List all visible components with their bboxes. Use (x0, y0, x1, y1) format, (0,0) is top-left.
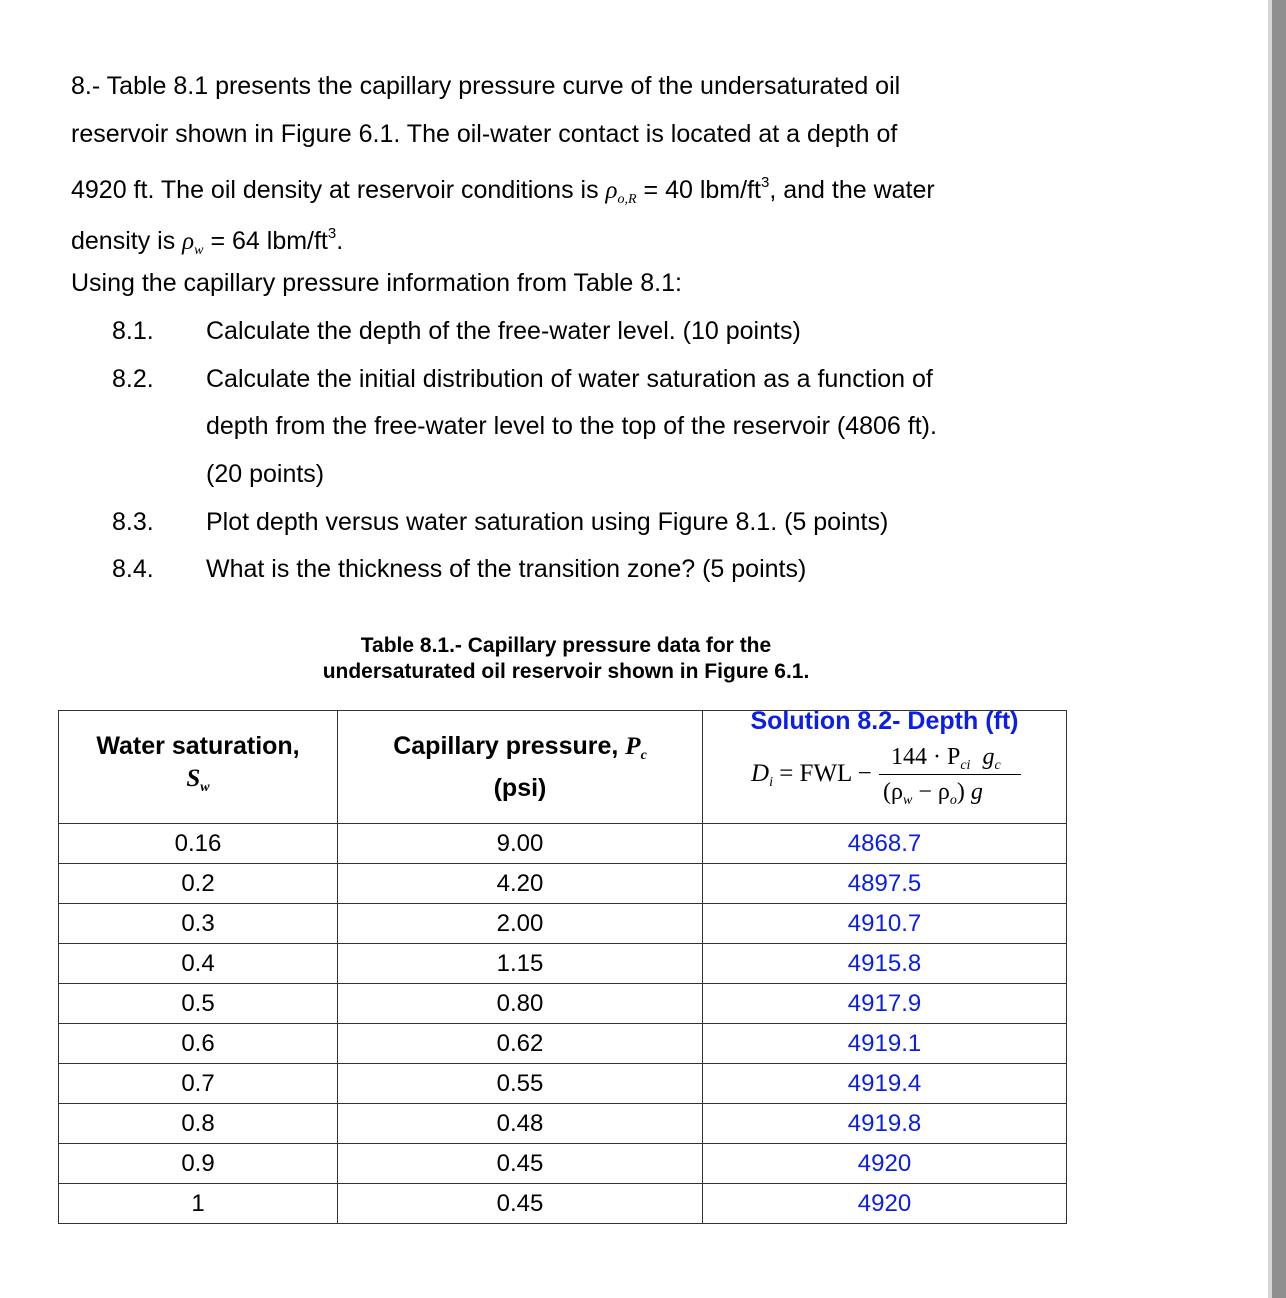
header-capillary-pressure: Capillary pressure, $P_c$ (psi) (338, 711, 703, 824)
table-row: 0.2 4.20 4897.5 (59, 864, 1067, 904)
table-header-row (59, 711, 1067, 824)
problem-line-2: reservoir shown in Figure 6.1. The oil-water contact is located at a depth of (71, 120, 898, 148)
problem-line-1: 8.- Table 8.1 presents the capillary pressure curve of the undersaturated oil (71, 72, 901, 100)
table-row: 0.6 0.62 4919.1 (59, 1024, 1067, 1064)
question-number: 8.3. (112, 508, 154, 536)
question-text: Calculate the initial distribution of water saturation as a function of (206, 365, 933, 393)
question-text: Calculate the depth of the free-water level. (10 points) (206, 317, 801, 345)
capillary-pressure-table (58, 707, 1067, 1224)
question-text-cont: depth from the free-water level to the top of the reservoir (4806 ft). (206, 412, 937, 440)
question-text: Plot depth versus water saturation using Figure 8.1. (5 points) (206, 508, 889, 536)
problem-line-3: 4920 ft. The oil density at reservoir conditions is $\rho_{o,R} = 40$ lbm/$ft^3$, and the water (71, 174, 935, 207)
rho-water-symbol: ρ (182, 228, 195, 255)
scrollbar[interactable] (1272, 0, 1286, 1298)
question-text-cont: (20 points) (206, 460, 325, 488)
header-solution-depth: Solution 8.2- Depth (ft) $D_i$ = FWL − $144 \cdot P_{ci}$ $g_c$ $(\rho_w - \rho_o)$ g (703, 711, 1067, 824)
question-number: 8.2. (112, 365, 154, 393)
table-row: 0.4 1.15 4915.8 (59, 944, 1067, 984)
problem-line-5: Using the capillary pressure information from Table 8.1: (71, 269, 682, 297)
question-number: 8.1. (112, 317, 154, 345)
table-row: 0.16 9.00 4868.7 (59, 824, 1067, 864)
table-caption: Table 8.1.- Capillary pressure data for the undersaturated oil reservoir shown in Figure 6.1. (322, 634, 810, 683)
rho-oil-symbol: ρ (605, 177, 618, 204)
question-text: What is the thickness of the transition zone? (5 points) (206, 555, 807, 583)
depth-formula: $D_i$ = FWL − $144 \cdot P_{ci}$ $g_c$ $(\rho_w - \rho_o)$ g (703, 741, 1066, 807)
table-row: 0.5 0.80 4917.9 (59, 984, 1067, 1024)
table-row: 0.9 0.45 4920 (59, 1144, 1067, 1184)
table-row: 1 0.45 4920 (59, 1184, 1067, 1224)
header-water-saturation: Water saturation, $S_w$ (59, 711, 338, 824)
question-number: 8.4. (112, 555, 154, 583)
table-row: 0.8 0.48 4919.8 (59, 1104, 1067, 1144)
table-row: 0.7 0.55 4919.4 (59, 1064, 1067, 1104)
problem-line-4: density is $\rho_w = 64$ lbm/$ft^3$. (71, 225, 344, 258)
table-row: 0.3 2.00 4910.7 (59, 904, 1067, 944)
